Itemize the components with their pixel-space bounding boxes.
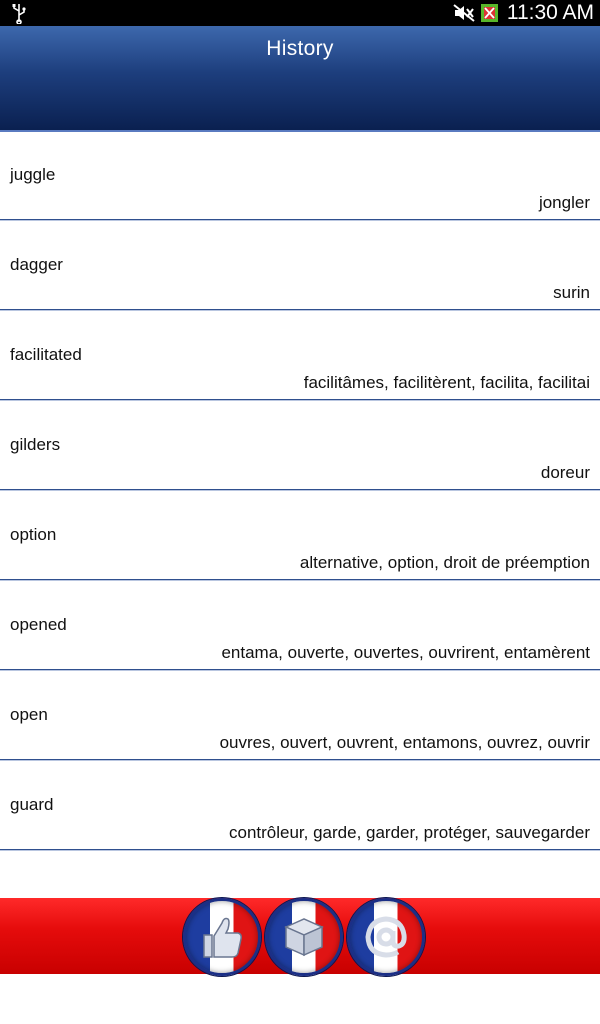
- history-item-guard[interactable]: [0, 761, 600, 850]
- status-time: 11:30 AM: [506, 1, 594, 24]
- history-translation: facilitâmes, facilitèrent, facilita, facilitai: [303, 373, 590, 392]
- history-translation: jongler: [538, 193, 590, 212]
- history-word: facilitated: [10, 345, 82, 364]
- history-word: open: [10, 705, 48, 724]
- app-header: [0, 26, 600, 132]
- history-item-dagger[interactable]: [0, 221, 600, 310]
- at-sign-icon: [360, 911, 412, 963]
- history-word: juggle: [10, 165, 56, 184]
- history-word: option: [10, 525, 57, 544]
- history-item-gilders[interactable]: [0, 401, 600, 490]
- history-word: guard: [10, 795, 54, 814]
- box-icon: [278, 911, 330, 963]
- page-title: History: [266, 37, 334, 60]
- status-bar: [0, 0, 600, 26]
- history-list: [0, 131, 600, 850]
- history-translation: ouvres, ouvert, ouvrent, entamons, ouvrez, ouvrir: [219, 733, 590, 752]
- history-translation: entama, ouverte, ouvertes, ouvrirent, entamèrent: [221, 643, 590, 662]
- history-translation: contrôleur, garde, garder, protéger, sauvegarder: [228, 823, 590, 842]
- history-item-open[interactable]: [0, 671, 600, 760]
- like-button[interactable]: [183, 898, 261, 976]
- package-button[interactable]: [265, 898, 343, 976]
- history-word: dagger: [10, 255, 63, 274]
- no-sim-icon: [481, 4, 498, 22]
- history-translation: surin: [553, 283, 590, 302]
- history-word: opened: [10, 615, 67, 634]
- history-item-option[interactable]: [0, 491, 600, 580]
- history-item-juggle[interactable]: [0, 131, 600, 220]
- history-word: gilders: [10, 435, 61, 454]
- mute-icon: [452, 3, 476, 23]
- contact-button[interactable]: [347, 898, 425, 976]
- thumbs-up-icon: [196, 911, 248, 963]
- history-translation: doreur: [540, 463, 590, 482]
- history-item-opened[interactable]: [0, 581, 600, 670]
- history-item-facilitated[interactable]: [0, 311, 600, 400]
- history-translation: alternative, option, droit de préemption: [299, 553, 590, 572]
- bottom-action-bar: [0, 898, 600, 974]
- usb-icon: [8, 2, 30, 24]
